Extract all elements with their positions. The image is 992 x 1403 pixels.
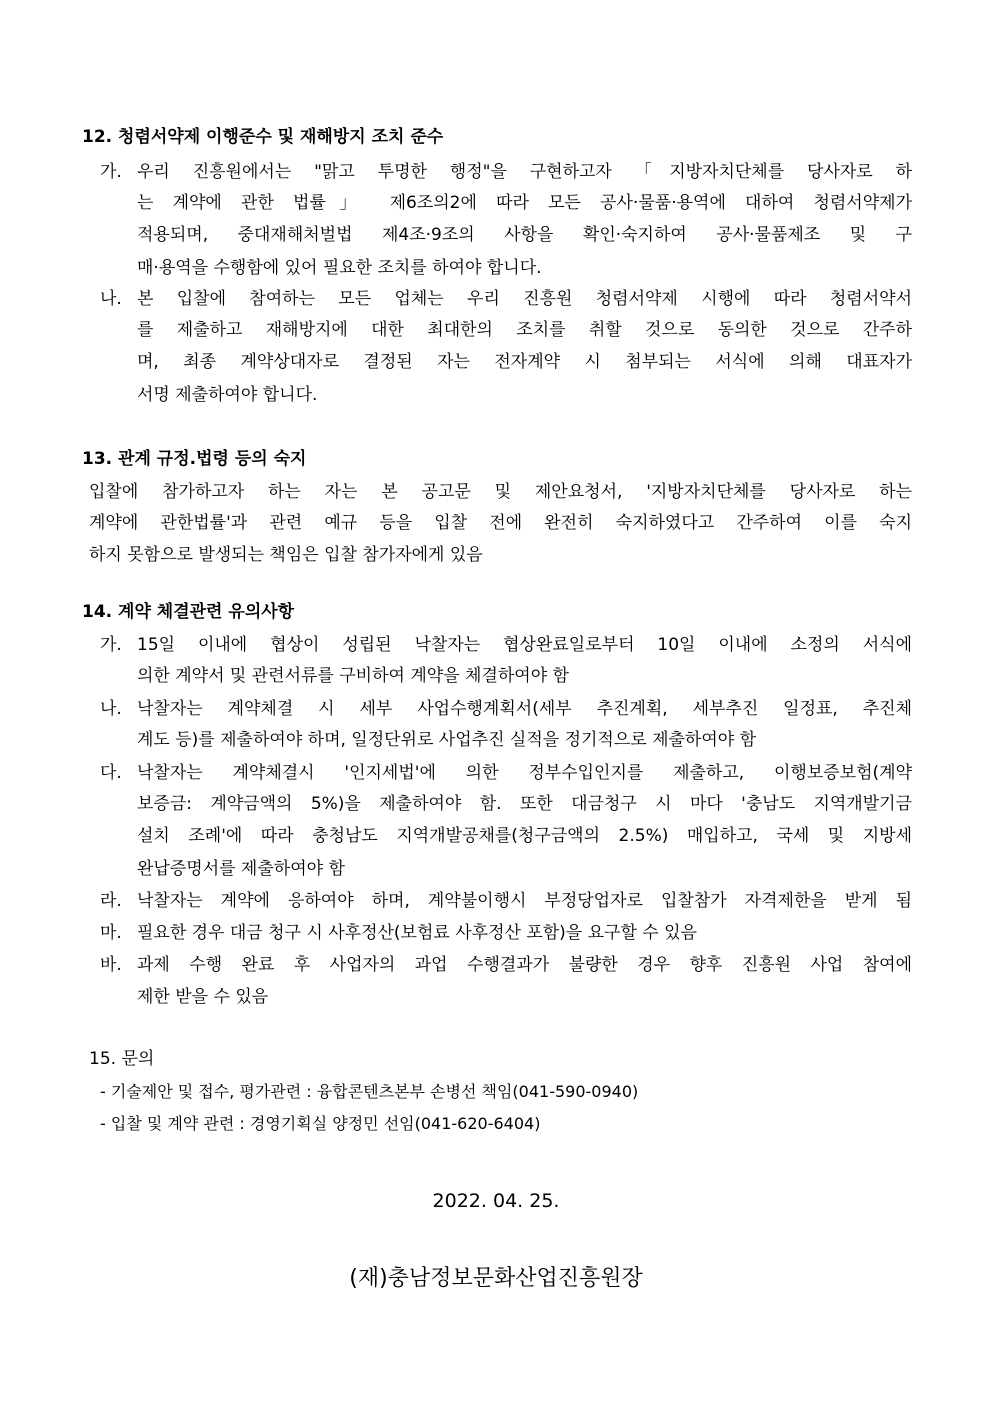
contact-bidding: - 입찰 및 계약 관련 : 경영기획실 양정민 선임(041-620-6404)	[100, 1114, 541, 1133]
s14-item-da-line-3: 설치 조례'에 따라 충청남도 지역개발공채를(청구금액의 2.5%) 매입하고, 국세 및 지방세	[137, 826, 912, 846]
s14-item-ba-line-2: 제한 받을 수 있음	[137, 987, 269, 1007]
section-14-title: 14. 계약 체결관련 유의사항	[82, 602, 295, 622]
s13-line-3: 하지 못함으로 발생되는 책임은 입찰 참가자에게 있음	[89, 545, 483, 565]
s12-item-ga-line-3: 적용되며, 중대재해처벌법 제4조·9조의 사항을 확인·숙지하여 공사·물품제조 및 구	[137, 225, 912, 245]
section-12-title: 12. 청렴서약제 이행준수 및 재해방지 조치 준수	[82, 127, 444, 147]
s14-item-da-line-4: 완납증명서를 제출하여야 함	[137, 859, 345, 879]
announcement-date: 2022. 04. 25.	[432, 1190, 560, 1212]
s14-item-ba-mark: 바.	[100, 955, 122, 975]
s14-item-da-mark: 다.	[100, 763, 122, 783]
s12-item-na-line-3: 며, 최종 계약상대자로 결정된 자는 전자계약 시 첨부되는 서식에 의해 대표자가	[137, 352, 912, 372]
s14-item-ra-mark: 라.	[100, 891, 122, 911]
s14-item-da-line-2: 보증금: 계약금액의 5%)을 제출하여야 함. 또한 대금청구 시 마다 '충남도 지역개발기금	[137, 794, 912, 814]
s14-item-ba-line-1: 과제 수행 완료 후 사업자의 과업 수행결과가 불량한 경우 향후 진흥원 사업 참여에	[137, 955, 912, 975]
s12-item-ga-line-4: 매·용역을 수행함에 있어 필요한 조치를 하여야 합니다.	[137, 258, 542, 278]
s12-item-na-line-2: 를 제출하고 재해방지에 대한 최대한의 조치를 취할 것으로 동의한 것으로 간주하	[137, 320, 912, 340]
s14-item-da-line-1: 낙찰자는 계약체결시 '인지세법'에 의한 정부수입인지를 제출하고, 이행보증보험(계약	[137, 763, 912, 783]
s12-item-na-line-4: 서명 제출하여야 합니다.	[137, 385, 318, 405]
section-13-title: 13. 관계 규정.법령 등의 숙지	[82, 449, 307, 469]
issuer-name: (재)충남정보문화산업진흥원장	[349, 1266, 643, 1291]
s14-item-ga-mark: 가.	[100, 635, 122, 655]
s13-line-1: 입찰에 참가하고자 하는 자는 본 공고문 및 제안요청서, '지방자치단체를 당사자로 하는	[89, 482, 912, 502]
s12-item-na-mark: 나.	[100, 289, 122, 309]
s14-item-ma-line-1: 필요한 경우 대금 청구 시 사후정산(보험료 사후정산 포함)을 요구할 수 있음	[137, 923, 697, 943]
s14-item-ga-line-2: 의한 계약서 및 관련서류를 구비하여 계약을 체결하여야 함	[137, 666, 569, 686]
s12-item-ga-line-1: 우리 진흥원에서는 "맑고 투명한 행정"을 구현하고자 「지방자치단체를 당사자로 하	[137, 162, 912, 182]
s14-item-ga-line-1: 15일 이내에 협상이 성립된 낙찰자는 협상완료일로부터 10일 이내에 소정의 서식에	[137, 635, 912, 655]
s14-item-na-mark: 나.	[100, 699, 122, 719]
s12-item-na-line-1: 본 입찰에 참여하는 모든 업체는 우리 진흥원 청렴서약제 시행에 따라 청렴서약서	[137, 289, 912, 309]
s14-item-ra-line-1: 낙찰자는 계약에 응하여야 하며, 계약불이행시 부정당업자로 입찰참가 자격제한을 받게 됨	[137, 891, 912, 911]
s12-item-ga-mark: 가.	[100, 162, 122, 182]
s13-line-2: 계약에 관한법률'과 관련 예규 등을 입찰 전에 완전히 숙지하였다고 간주하여 이를 숙지	[89, 513, 912, 533]
s14-item-na-line-1: 낙찰자는 계약체결 시 세부 사업수행계획서(세부 추진계획, 세부추진 일정표, 추진체	[137, 699, 912, 719]
s14-item-ma-mark: 마.	[100, 923, 122, 943]
s14-item-na-line-2: 계도 등)를 제출하여야 하며, 일정단위로 사업추진 실적을 정기적으로 제출하여야 함	[137, 730, 757, 750]
section-15-title: 15. 문의	[89, 1049, 155, 1069]
s12-item-ga-line-2: 는 계약에 관한 법률」 제6조의2에 따라 모든 공사·물품·용역에 대하여 청렴서약제가	[137, 193, 912, 213]
contact-technical: - 기술제안 및 접수, 평가관련 : 융합콘텐츠본부 손병선 책임(041-590-0940)	[100, 1082, 639, 1101]
